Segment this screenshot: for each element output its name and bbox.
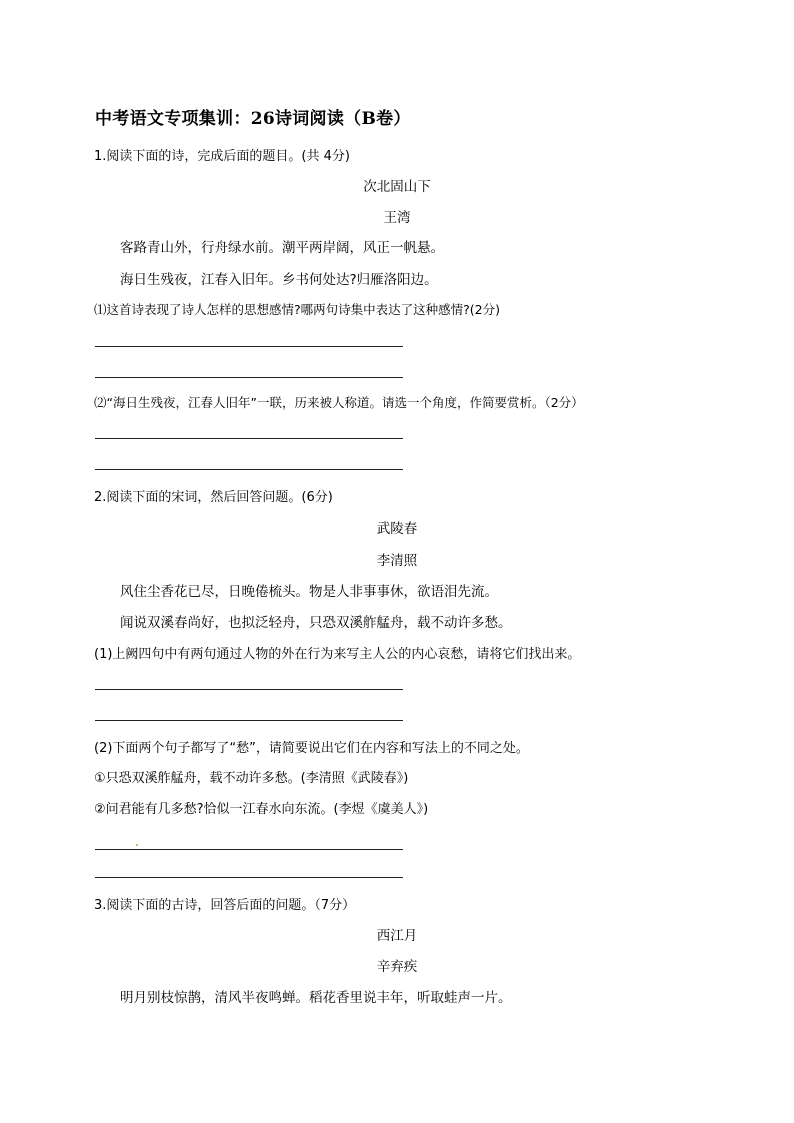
q3-poem-line: 明月别枝惊鹊，清风半夜鸣蝉。稻花香里说丰年，听取蛙声一片。: [120, 990, 512, 1006]
q2-poem-title: 武陵春: [376, 521, 418, 537]
q1-subquestion-2: ⑵“海日生残夜，江春人旧年”一联，历来被人称道。请选一个角度，作简要赏析。（2分）: [94, 395, 584, 410]
q1-poem-title: 次北固山下: [363, 179, 431, 195]
stray-dot: [136, 844, 138, 846]
answer-line[interactable]: [95, 849, 403, 850]
q2-poem-author: 李清照: [376, 553, 418, 569]
answer-line[interactable]: [95, 346, 403, 347]
q1-subquestion-1: ⑴这首诗表现了诗人怎样的思想感情?哪两句诗集中表达了这种感情?(2分): [94, 302, 500, 317]
page-title: 中考语文专项集训：26诗词阅读（B卷）: [95, 109, 411, 129]
question-3-stem: 3.阅读下面的古诗，回答后面的问题。（7分）: [94, 898, 356, 913]
q3-poem-title: 西江月: [376, 928, 418, 944]
q2-subquestion-2: (2)下面两个句子都写了“愁”，请简要说出它们在内容和写法上的不同之处。: [94, 741, 529, 756]
q1-poem-author: 王湾: [383, 210, 411, 226]
answer-line[interactable]: [95, 438, 403, 439]
q3-poem-author: 辛弃疾: [376, 959, 418, 975]
q2-subquestion-1: (1)上阙四句中有两句通过人物的外在行为来写主人公的内心哀愁，请将它们找出来。: [94, 647, 581, 662]
answer-line[interactable]: [95, 689, 403, 690]
q2-quote-1: ①只恐双溪舴艋舟，载不动许多愁。(李清照《武陵春》): [94, 771, 409, 786]
question-1-stem: 1.阅读下面的诗，完成后面的题目。(共 4分): [94, 149, 350, 164]
q2-poem-line: 风住尘香花已尽，日晚倦梳头。物是人非事事休，欲语泪先流。: [120, 584, 498, 600]
q2-quote-2: ②问君能有几多愁?恰似一江春水向东流。(李煜《虞美人》): [94, 802, 429, 817]
answer-line[interactable]: [95, 720, 403, 721]
answer-line[interactable]: [95, 377, 403, 378]
q1-poem-line: 海日生残夜，江春入旧年。乡书何处达?归雁洛阳边。: [120, 272, 438, 288]
q1-poem-line: 客路青山外，行舟绿水前。潮平两岸阔，风正一帆悬。: [120, 240, 444, 256]
q2-poem-line: 闻说双溪春尚好，也拟泛轻舟，只恐双溪舴艋舟，载不动许多愁。: [120, 615, 512, 631]
question-2-stem: 2.阅读下面的宋词，然后回答问题。(6分): [94, 490, 333, 505]
answer-line[interactable]: [95, 469, 403, 470]
answer-line[interactable]: [95, 877, 403, 878]
